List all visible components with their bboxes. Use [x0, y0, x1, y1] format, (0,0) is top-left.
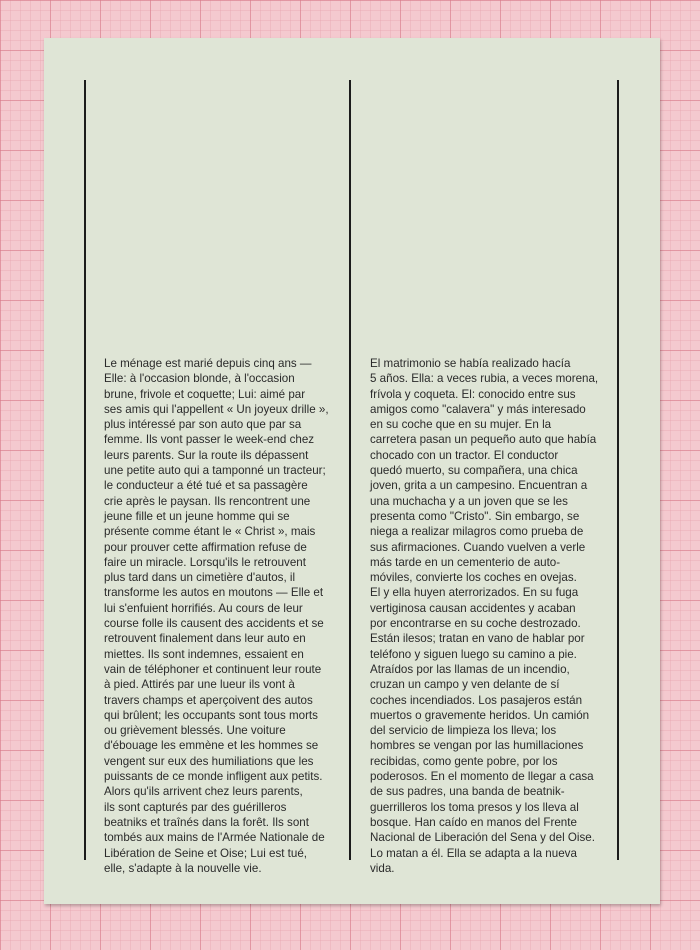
text-line: Lo matan a él. Ella se adapta a la nueva	[370, 846, 577, 860]
text-line: plus tard dans un cimetière d'autos, il	[104, 571, 296, 585]
text-line: plus intéressé par son auto que par sa	[104, 418, 302, 432]
text-line: miettes. Ils sont indemnes, essaient en	[104, 647, 304, 661]
text-line: tombés aux mains de l'Armée Nationale de	[104, 831, 325, 845]
text-line: vertiginosa causan accidentes y acaban	[370, 601, 576, 615]
text-line: Alors qu'ils arrivent chez leurs parents,	[104, 785, 303, 799]
text-line: beatniks et traînés dans la forêt. Ils sont	[104, 815, 309, 829]
text-line: de sus padres, una banda de beatnik-	[370, 785, 565, 799]
spanish-synopsis	[370, 356, 610, 876]
text-line: sus afirmaciones. Cuando vuelven a verle	[370, 540, 586, 554]
text-line: transforme les autos en moutons — Elle et	[104, 586, 324, 600]
printed-sheet	[44, 38, 660, 904]
text-line: del servicio de limpieza los lleva; los	[370, 724, 557, 738]
text-line: quedó muerto, su compañera, una chica	[370, 464, 578, 478]
text-line: Nacional de Liberación del Sena y del Oise.	[370, 831, 595, 845]
text-line: leurs parents. Sur la route ils dépassent	[104, 448, 309, 462]
text-line: brune, frivole et coquette; Lui: aimé par	[104, 387, 306, 401]
column-rule-left	[84, 80, 86, 860]
text-line: course folle ils causent des accidents et se	[104, 617, 324, 631]
text-line: puissants de ce monde infligent aux petits.	[104, 770, 323, 784]
text-line: chocado con un tractor. El conductor	[370, 448, 559, 462]
text-line: muertos o gravemente heridos. Un camión	[370, 708, 590, 722]
text-line: cruzan un campo y ven delante de sí	[370, 678, 560, 692]
text-line: Atraídos por las llamas de un incendio,	[370, 662, 570, 676]
text-line: ses amis qui l'appellent « Un joyeux drille »,	[104, 402, 329, 416]
text-line: teléfono y siguen luego su camino a pie.	[370, 647, 577, 661]
text-line: femme. Ils vont passer le week-end chez	[104, 433, 315, 447]
text-line: elle, s'adapte à la nouvelle vie.	[104, 861, 262, 875]
text-line: niega a realizar milagros como prueba de	[370, 525, 584, 539]
text-line: ils sont capturés par des guérilleros	[104, 800, 287, 814]
text-line: une petite auto qui a tamponné un tracteur;	[104, 464, 326, 478]
text-line: vengent sur eux des humiliations que les	[104, 754, 314, 768]
text-line: vida.	[370, 861, 395, 875]
text-line: retrouvent finalement dans leur auto en	[104, 632, 306, 646]
text-line: Elle: à l'occasion blonde, à l'occasion	[104, 372, 295, 386]
text-line: Le ménage est marié depuis cinq ans —	[104, 357, 312, 370]
text-line: qui brûlent; les occupants sont tous morts	[104, 708, 318, 722]
text-line: poderosos. En el momento de llegar a casa	[370, 770, 594, 784]
text-line: à pied. Attirés par une lueur ils vont à	[104, 678, 295, 692]
text-line: faire un miracle. Lorsqu'ils le retrouvent	[104, 555, 306, 569]
text-line: pour prouver cette affirmation refuse de	[104, 540, 307, 554]
column-rule-middle	[349, 80, 351, 860]
text-line: jeune fille et un jeune homme qui se	[104, 509, 290, 523]
text-line: 5 años. Ella: a veces rubia, a veces morena,	[370, 372, 599, 386]
text-line: Libération de Seine et Oise; Lui est tué,	[104, 846, 308, 860]
text-line: presenta como "Cristo". Sin embargo, se	[370, 509, 580, 523]
column-rule-right	[617, 80, 619, 860]
text-line: una muchacha y a un joven que se les	[370, 494, 568, 508]
text-line: ou grièvement blessés. Une voiture	[104, 724, 286, 738]
text-line: móviles, convierte los coches en ovejas.	[370, 571, 577, 585]
text-line: amigos como "calavera" y más interesado	[370, 402, 586, 416]
text-line: carretera pasan un pequeño auto que había	[370, 433, 597, 447]
text-line: crie après le paysan. Ils rencontrent une	[104, 494, 311, 508]
text-line: joven, grita a un campesino. Encuentran a	[370, 479, 588, 493]
text-line: le conducteur a été tué et sa passagère	[104, 479, 308, 493]
text-line: vain de téléphoner et continuent leur route	[104, 662, 322, 676]
text-line: por encontrarse en su coche destrozado.	[370, 617, 581, 631]
text-line: recibidas, como gente pobre, por los	[370, 754, 558, 768]
text-line: frívola y coqueta. El: conocido entre sus	[370, 387, 576, 401]
text-line: travers champs et aperçoivent des autos	[104, 693, 313, 707]
text-line: Están ilesos; tratan en vano de hablar por	[370, 632, 585, 646]
text-line: El matrimonio se había realizado hacía	[370, 357, 571, 370]
text-line: présente comme étant le « Christ », mais	[104, 525, 316, 539]
text-line: en su coche que en su mujer. En la	[370, 418, 552, 432]
text-line: guerrilleros los toma presos y los lleva al	[370, 800, 579, 814]
text-line: lui s'enfuient horrifiés. Au cours de leur	[104, 601, 303, 615]
text-line: bosque. Han caído en manos del Frente	[370, 815, 577, 829]
text-line: coches incendiados. Los pasajeros están	[370, 693, 583, 707]
text-line: El y ella huyen aterrorizados. En su fuga	[370, 586, 579, 600]
text-line: d'ébouage les emmène et les hommes se	[104, 739, 319, 753]
french-synopsis	[104, 356, 340, 876]
text-line: hombres se vengan por las humillaciones	[370, 739, 584, 753]
text-line: más tarde en un cementerio de auto-	[370, 555, 561, 569]
